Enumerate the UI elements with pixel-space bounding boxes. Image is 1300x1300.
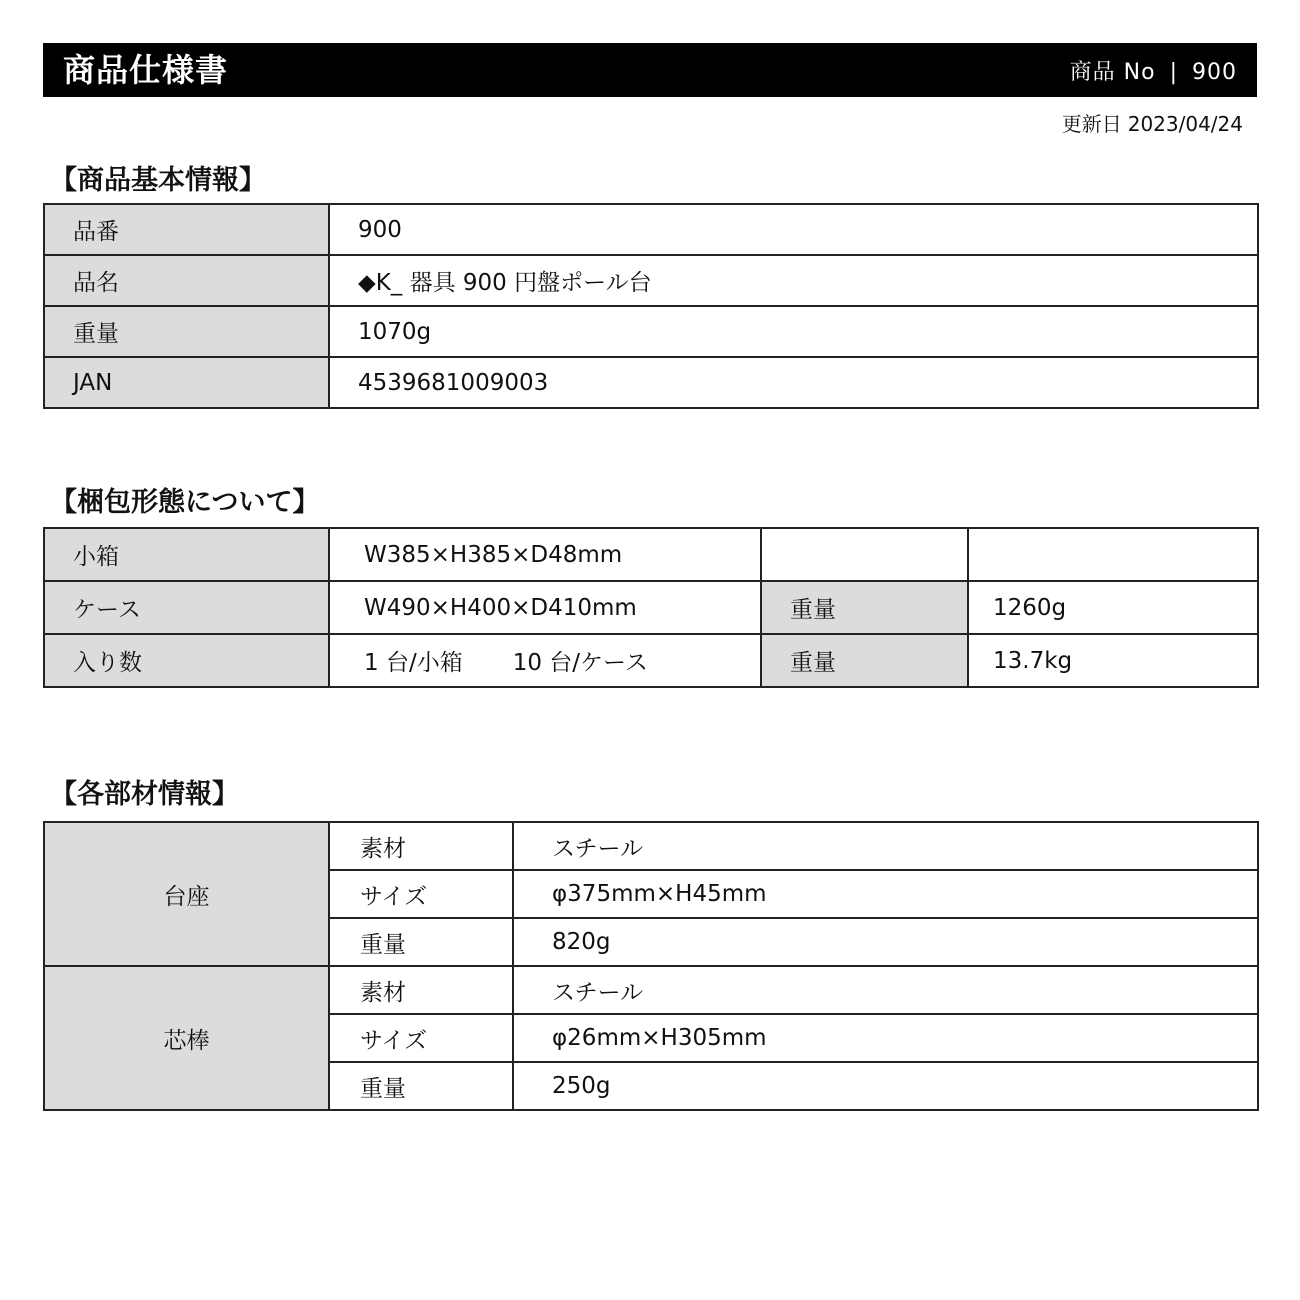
packaging-value: W385×H385×D48mm bbox=[329, 528, 761, 581]
table-row bbox=[44, 306, 1258, 357]
packaging-value: W490×H400×D410mm bbox=[329, 581, 761, 634]
part-attribute-value: φ26mm×H305mm bbox=[513, 1014, 1258, 1062]
packaging-sub-label bbox=[761, 528, 968, 581]
section-title-packaging: 【梱包形態について】 bbox=[50, 487, 320, 518]
part-attribute-value: φ375mm×H45mm bbox=[513, 870, 1258, 918]
document-title: 商品仕様書 bbox=[63, 51, 229, 89]
packaging-sub-label: 重量 bbox=[761, 581, 968, 634]
product-number-separator: | bbox=[1169, 60, 1178, 85]
basic-value: ◆K_ 器具 900 円盤ポール台 bbox=[329, 255, 1258, 306]
part-attribute-label: 素材 bbox=[329, 966, 513, 1014]
part-name: 芯棒 bbox=[44, 966, 329, 1110]
packaging-quantity bbox=[329, 634, 761, 687]
table-row bbox=[44, 357, 1258, 408]
update-date-label: 更新日 bbox=[1061, 112, 1122, 136]
product-number bbox=[1070, 43, 1237, 103]
table-row bbox=[44, 822, 1258, 870]
section-title-basic-info: 【商品基本情報】 bbox=[50, 165, 266, 196]
packaging-sub-value: 1260g bbox=[968, 581, 1258, 634]
basic-value: 1070g bbox=[329, 306, 1258, 357]
table-row bbox=[44, 966, 1258, 1014]
parts-table bbox=[43, 821, 1259, 1111]
table-row bbox=[44, 528, 1258, 581]
basic-label: 品名 bbox=[44, 255, 329, 306]
table-row bbox=[44, 581, 1258, 634]
header-bar bbox=[43, 43, 1257, 97]
basic-label: 品番 bbox=[44, 204, 329, 255]
part-attribute-label: サイズ bbox=[329, 1014, 513, 1062]
packaging-table bbox=[43, 527, 1259, 688]
part-attribute-label: 重量 bbox=[329, 1062, 513, 1110]
product-number-value: 900 bbox=[1192, 60, 1237, 85]
part-attribute-value: スチール bbox=[513, 966, 1258, 1014]
part-attribute-label: 重量 bbox=[329, 918, 513, 966]
update-date-value: 2023/04/24 bbox=[1127, 112, 1243, 136]
packaging-label: 小箱 bbox=[44, 528, 329, 581]
packaging-label: ケース bbox=[44, 581, 329, 634]
table-row bbox=[44, 634, 1258, 687]
packaging-sub-value bbox=[968, 528, 1258, 581]
packaging-sub-label: 重量 bbox=[761, 634, 968, 687]
product-number-label: 商品 No bbox=[1069, 60, 1156, 85]
quantity-per-box: 1 台/小箱 bbox=[364, 650, 463, 676]
basic-value: 900 bbox=[329, 204, 1258, 255]
packaging-sub-value: 13.7kg bbox=[968, 634, 1258, 687]
basic-info-table bbox=[43, 203, 1259, 409]
section-title-parts: 【各部材情報】 bbox=[50, 779, 239, 810]
table-row bbox=[44, 255, 1258, 306]
part-name: 台座 bbox=[44, 822, 329, 966]
basic-value: 4539681009003 bbox=[329, 357, 1258, 408]
update-date bbox=[1062, 108, 1243, 137]
table-row bbox=[44, 204, 1258, 255]
packaging-label: 入り数 bbox=[44, 634, 329, 687]
part-attribute-value: 250g bbox=[513, 1062, 1258, 1110]
part-attribute-value: 820g bbox=[513, 918, 1258, 966]
part-attribute-label: 素材 bbox=[329, 822, 513, 870]
basic-label: JAN bbox=[44, 357, 329, 408]
part-attribute-label: サイズ bbox=[329, 870, 513, 918]
basic-label: 重量 bbox=[44, 306, 329, 357]
part-attribute-value: スチール bbox=[513, 822, 1258, 870]
quantity-per-case: 10 台/ケース bbox=[512, 650, 648, 676]
